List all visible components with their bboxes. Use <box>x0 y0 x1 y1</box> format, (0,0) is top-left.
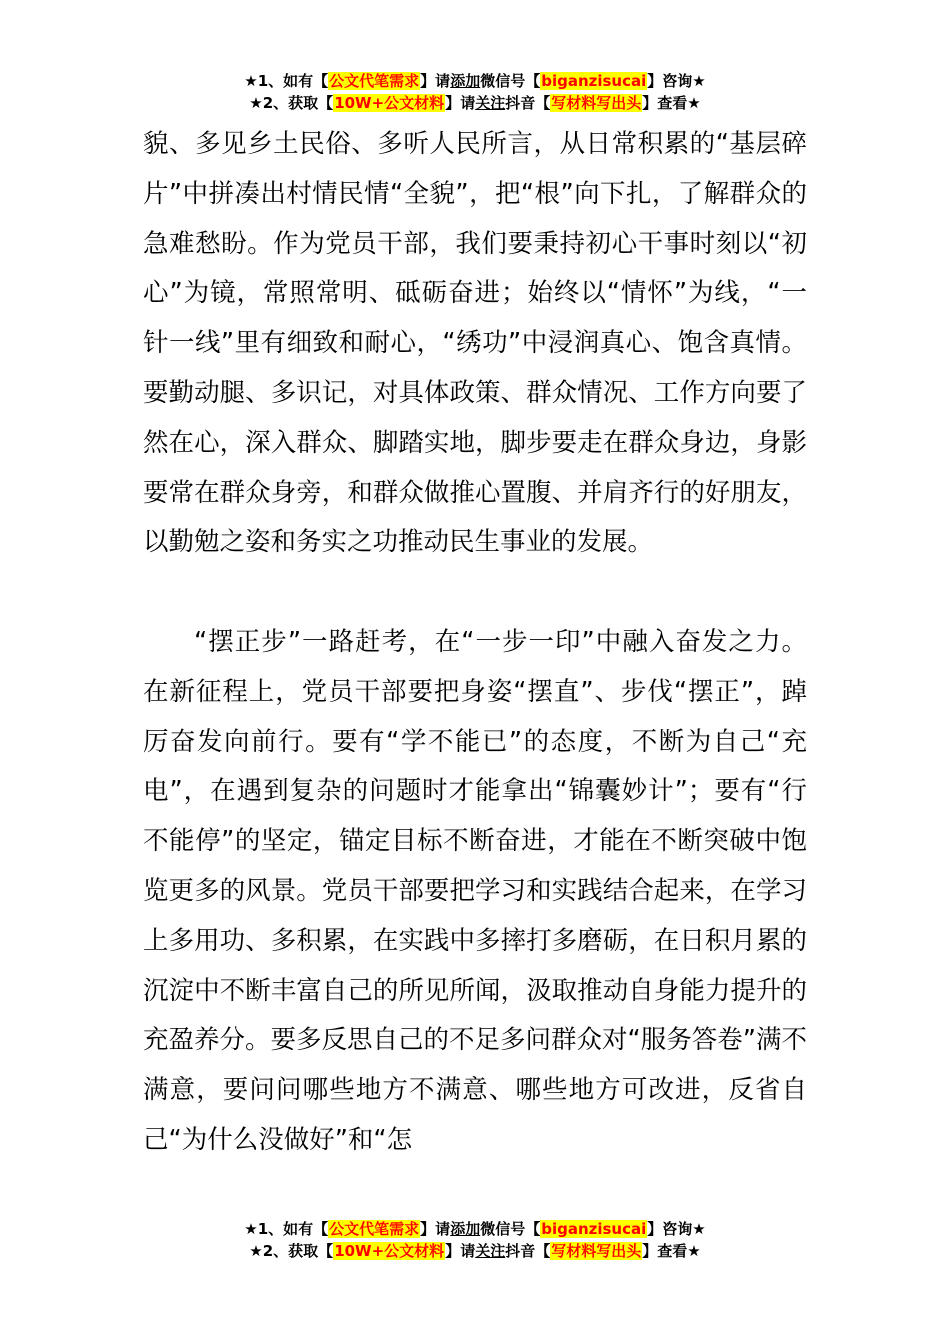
banner-line1-underlined: 添加 <box>450 72 481 90</box>
banner-line1-mid1: 】请 <box>420 72 451 90</box>
footer-banner-line-2 <box>0 1240 950 1262</box>
footer-banner-line-1 <box>0 1218 950 1240</box>
banner-line1-suffix: 】咨询★ <box>647 72 706 90</box>
banner-line-1 <box>0 70 950 92</box>
footer-line1-suffix: 】咨询★ <box>647 1220 706 1238</box>
footer-line1-underlined: 添加 <box>450 1220 481 1238</box>
footer-line1-mid2: 微信号【 <box>480 1220 541 1238</box>
banner-line1-highlight-wechat: biganzisucai <box>541 72 647 90</box>
header-banner <box>0 70 950 114</box>
paragraph-continued: 貌、多见乡土民俗、多听人民所言，从日常积累的“基层碎片”中拼凑出村情民情“全貌”，把“根”向下扎，了解群众的急难愁盼。作为党员干部，我们要秉持初心干事时刻以“初心”为镜，常照常明、砥砺奋进；始终以“情怀”为线，“一针一线”里有细致和耐心，“绣功”中浸润真心、饱含真情。要勤动腿、多识记，对具体政策、群众情况、工作方向要了然在心，深入群众、脚踏实地，脚步要走在群众身边，身影要常在群众身旁，和群众做推心置腹、并肩齐行的好朋友，以勤勉之姿和务实之功推动民生事业的发展。 <box>143 129 807 558</box>
footer-line1-highlight-wechat: biganzisucai <box>541 1220 647 1238</box>
banner-line2-mid1: 】请 <box>445 94 476 112</box>
paragraph-gap <box>143 568 807 618</box>
footer-line1-prefix: ★1、如有【 <box>244 1220 329 1238</box>
footer-banner <box>0 1218 950 1262</box>
banner-line2-underlined: 关注 <box>475 94 506 112</box>
banner-line1-prefix: ★1、如有【 <box>244 72 329 90</box>
footer-line1-highlight-service: 公文代笔需求 <box>329 1220 420 1238</box>
banner-line-2 <box>0 92 950 114</box>
paragraph-bai-zheng-bu: “摆正步”一路赶考，在“一步一印”中融入奋发之力。在新征程上，党员干部要把身姿“摆直”、步伐“摆正”，踔厉奋发向前行。要有“学不能已”的态度，不断为自己“充电”，在遇到复杂的问题时才能拿出“锦囊妙计”；要有“行不能停”的坚定，锚定目标不断奋进，才能在不断突破中饱览更多的风景。党员干部要把学习和实践结合起来，在学习上多用功、多积累，在实践中多摔打多磨砺，在日积月累的沉淀中不断丰富自己的所见所闻，汲取推动自身能力提升的充盈养分。要多反思自己的不足多问群众对“服务答卷”满不满意，要问问哪些地方不满意、哪些地方可改进，反省自己“为什么没做好”和“怎 <box>143 626 807 1155</box>
footer-line2-prefix: ★2、获取【 <box>249 1242 334 1260</box>
footer-line2-suffix: 】查看★ <box>642 1242 701 1260</box>
footer-line2-mid1: 】请 <box>445 1242 476 1260</box>
banner-line1-mid2: 微信号【 <box>480 72 541 90</box>
banner-line2-highlight-douyin: 写材料写出头 <box>551 94 642 112</box>
footer-line2-underlined: 关注 <box>475 1242 506 1260</box>
footer-line2-highlight-materials: 10W+公文材料 <box>334 1242 445 1260</box>
footer-line2-highlight-douyin: 写材料写出头 <box>551 1242 642 1260</box>
banner-line1-highlight-service: 公文代笔需求 <box>329 72 420 90</box>
banner-line2-suffix: 】查看★ <box>642 94 701 112</box>
document-body <box>143 120 807 1166</box>
banner-line2-prefix: ★2、获取【 <box>249 94 334 112</box>
footer-line2-mid2: 抖音【 <box>505 1242 551 1260</box>
banner-line2-highlight-materials: 10W+公文材料 <box>334 94 445 112</box>
banner-line2-mid2: 抖音【 <box>505 94 551 112</box>
footer-line1-mid1: 】请 <box>420 1220 451 1238</box>
